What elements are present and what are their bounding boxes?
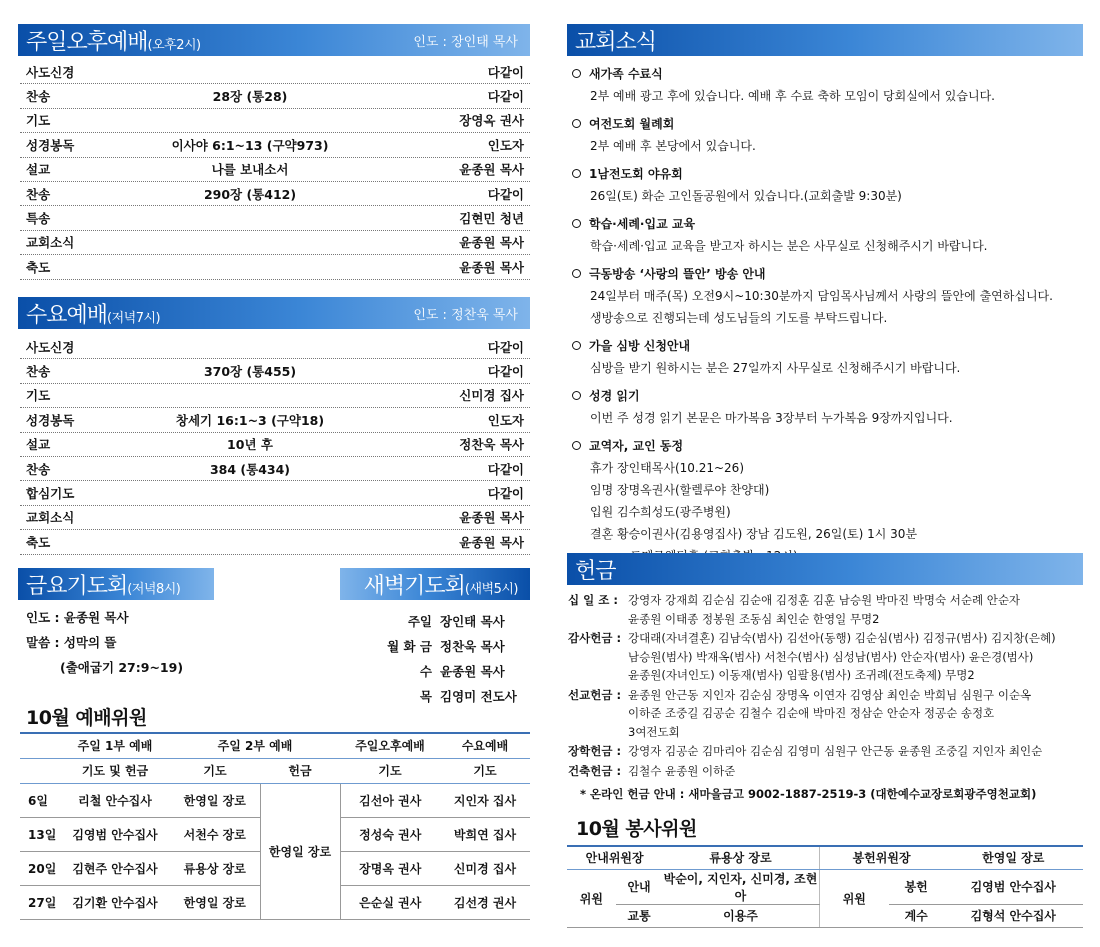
order-content: 384 (통434) [209, 461, 291, 477]
roster-pm: 장명옥 권사 [340, 851, 440, 885]
guide-members: 박순이, 지인자, 신미경, 조현아 [662, 869, 819, 904]
order-person: 윤종원 목사 [459, 534, 524, 550]
roster-p1: 김기환 안수집사 [60, 885, 170, 919]
order-item: 사도신경 [26, 339, 75, 355]
order-row [20, 481, 530, 505]
order-person: 장영옥 권사 [459, 113, 524, 129]
dawn-person: 윤종원 목사 [440, 663, 505, 679]
roster-head-4: 수요예배 [440, 733, 530, 758]
order-content: 290장 (통412) [203, 186, 297, 202]
roster-p2: 한영일 장로 [170, 885, 260, 919]
news-head [570, 112, 1085, 134]
order-item: 설교 [26, 437, 51, 453]
order-row [20, 408, 530, 432]
order-item: 설교 [26, 162, 51, 178]
news-item [570, 162, 1085, 206]
roster-sub-5: 기도 [440, 758, 530, 783]
order-row [20, 158, 530, 182]
order-content: 10년 후 [227, 437, 273, 453]
count-member: 김형석 안수집사 [944, 904, 1084, 927]
news-head-text: 학습·세례·입교 교육 [589, 216, 696, 231]
news-head-text: 교역자, 교인 동정 [589, 438, 684, 453]
circle-bullet-icon [572, 269, 581, 278]
dawn-schedule [360, 608, 525, 708]
circle-bullet-icon [572, 391, 581, 400]
order-row [20, 231, 530, 255]
sunday-pm-banner [18, 24, 530, 56]
offering-group [568, 686, 1093, 742]
offering-line: 윤종원 안근동 지인자 김순심 장명옥 이연자 김영삼 최인순 박희님 심원구 이순옥 [628, 687, 1032, 702]
news-line: 24일부터 매주(목) 오전9시~10:30분까지 담임목사님께서 사랑의 뜰안에 출연하십니다. [590, 288, 1053, 303]
dawn-day: 목 [419, 688, 432, 704]
order-item: 찬송 [26, 186, 51, 202]
guide-chief-label: 안내위원장 [567, 846, 662, 869]
offering-names [628, 686, 1031, 742]
order-row [20, 359, 530, 383]
news-line: 학습·세례·입교 교육을 받고자 하시는 분은 사무실로 신청해주시기 바랍니다. [590, 238, 988, 253]
order-person: 다같이 [487, 89, 524, 105]
wednesday-order [20, 335, 530, 555]
dawn-row [360, 658, 525, 683]
friday-title: 금요기도회(저녁8시) [26, 573, 181, 599]
offering-line: 강영자 강재희 김순심 김순애 김정훈 김훈 남승원 박마진 박명숙 서순례 안순자 [628, 593, 1021, 608]
offering-label: 선교헌금 : [568, 687, 622, 702]
circle-bullet-icon [572, 219, 581, 228]
roster-shared-offering: 한영일 장로 [260, 783, 340, 919]
news-line: 심방을 받기 원하시는 분은 27일까지 사무실로 신청해주시기 바랍니다. [590, 360, 961, 375]
circle-bullet-icon [572, 119, 581, 128]
news-item [570, 112, 1085, 156]
news-head-text: 성경 읽기 [589, 388, 640, 403]
offer-chief-label: 봉헌위원장 [819, 846, 943, 869]
offering-names [628, 742, 1042, 761]
wednesday-leader: 인도 : 정찬욱 목사 [413, 307, 518, 323]
friday-leader: 인도 : 윤종원 목사 [26, 610, 129, 625]
offering-line: 이하준 조중길 김공순 김철수 김순애 박마진 정삼순 안순자 정공순 송정호 [628, 706, 995, 721]
table-row [20, 783, 530, 817]
sunday-pm-order [20, 60, 530, 280]
news-banner [567, 24, 1083, 56]
news-item [570, 262, 1085, 328]
dawn-person: 김영미 전도사 [440, 688, 517, 704]
traffic-label: 교통 [616, 904, 662, 927]
roster-sub-4: 기도 [340, 758, 440, 783]
roster-date: 27일 [20, 885, 60, 919]
roster-title: 10월 예배위원 [26, 707, 147, 729]
news-head [570, 262, 1085, 284]
circle-bullet-icon [572, 169, 581, 178]
offering-line: 강대래(자녀결혼) 김남숙(범사) 김선아(동행) 김순심(범사) 김정규(범사) 김지창(은혜) [628, 631, 1056, 646]
order-person: 다같이 [487, 486, 524, 502]
offering-line: 남승원(범사) 박재옥(범사) 서천수(범사) 심성남(범사) 안순자(범사) 윤은경(범사) [628, 649, 1034, 664]
wednesday-banner [18, 297, 530, 329]
order-item: 기도 [26, 388, 51, 404]
roster-p2: 류용상 장로 [170, 851, 260, 885]
news-line: 26일(토) 화순 고인돌공원에서 있습니다.(교회출발 9:30분) [590, 188, 902, 203]
order-item: 축도 [26, 259, 51, 275]
offering-names [628, 591, 1020, 628]
order-row [20, 457, 530, 481]
order-content: 이사야 6:1~13 (구약973) [171, 137, 329, 153]
order-item: 찬송 [26, 89, 51, 105]
news-head [570, 334, 1085, 356]
roster-wed: 박희연 집사 [440, 817, 530, 851]
news-line: 휴가 장인태목사(10.21~26) [590, 460, 745, 475]
news-head-text: 가을 심방 신청안내 [589, 338, 691, 353]
order-item: 기도 [26, 113, 51, 129]
news-head-text: 극동방송 ‘사랑의 뜰안’ 방송 안내 [589, 266, 766, 281]
circle-bullet-icon [572, 341, 581, 350]
order-item: 성경봉독 [26, 412, 75, 428]
roster-wed: 지인자 집사 [440, 783, 530, 817]
news-head [570, 62, 1085, 84]
offer-label: 봉헌 [889, 869, 944, 904]
order-person: 윤종원 목사 [459, 162, 524, 178]
order-row [20, 206, 530, 230]
roster-pm: 김선아 권사 [340, 783, 440, 817]
offering-names [628, 762, 735, 781]
roster-p2: 서천수 장로 [170, 817, 260, 851]
dawn-row [360, 633, 525, 658]
roster-p2: 한영일 장로 [170, 783, 260, 817]
order-row [20, 384, 530, 408]
offering-group [568, 762, 1093, 781]
news-head [570, 434, 1085, 456]
roster-date: 6일 [20, 783, 60, 817]
offering-group [568, 591, 1093, 628]
offering-label: 십 일 조 : [568, 593, 618, 608]
offer-chief: 한영일 장로 [944, 846, 1084, 869]
news-head-text: 여전도회 월례회 [589, 116, 675, 131]
news-item [570, 62, 1085, 106]
order-item: 교회소식 [26, 510, 75, 526]
news-list [570, 62, 1085, 572]
roster-wed: 김선경 권사 [440, 885, 530, 919]
circle-bullet-icon [572, 69, 581, 78]
roster-date: 20일 [20, 851, 60, 885]
news-line: 이번 주 성경 읽기 본문은 마가복음 3장부터 누가복음 9장까지입니다. [590, 410, 953, 425]
friday-sermon: 말씀 : 성막의 뜰 [26, 635, 117, 650]
order-item: 합심기도 [26, 486, 75, 502]
news-title: 교회소식 [575, 29, 657, 55]
order-row [20, 133, 530, 157]
offering-line: 윤종원 이태종 정봉원 조동심 최인순 한영일 무명2 [628, 611, 880, 626]
roster-p1: 리철 안수집사 [60, 783, 170, 817]
wednesday-title: 수요예배(저녁7시) [26, 302, 161, 328]
news-line: 2부 예배 후 본당에서 있습니다. [590, 138, 756, 153]
order-item: 축도 [26, 534, 51, 550]
order-person: 정찬욱 목사 [459, 437, 524, 453]
order-person: 다같이 [487, 339, 524, 355]
order-person: 윤종원 목사 [459, 259, 524, 275]
roster-p1: 김영범 안수집사 [60, 817, 170, 851]
roster-sub-1: 기도 및 헌금 [60, 758, 170, 783]
order-person: 인도자 [487, 137, 524, 153]
order-row [20, 60, 530, 84]
service-table [567, 845, 1083, 928]
offering-group [568, 629, 1093, 685]
order-content: 28장 (통28) [212, 89, 288, 105]
traffic-member: 이용주 [662, 904, 819, 927]
news-head [570, 162, 1085, 184]
order-person: 신미경 집사 [459, 388, 524, 404]
order-item: 찬송 [26, 364, 51, 380]
dawn-person: 정찬욱 목사 [440, 638, 505, 654]
friday-scripture: (출애굽기 27:9~19) [60, 660, 184, 675]
service-title: 10월 봉사위원 [576, 818, 697, 840]
offering-line: 3여전도회 [628, 724, 680, 739]
order-person: 인도자 [487, 412, 524, 428]
order-item: 교회소식 [26, 235, 75, 251]
guide-label: 안내 [616, 869, 662, 904]
friday-banner [18, 568, 214, 600]
news-line: 생방송으로 진행되는데 성도님들의 기도를 부탁드립니다. [590, 310, 888, 325]
news-line: 결혼 황승이권사(김용영집사) 장남 김도원, 26일(토) 1시 30분 [590, 526, 918, 541]
order-content: 370장 (통455) [203, 364, 297, 380]
guide-chief: 류용상 장로 [662, 846, 819, 869]
offering-line: 강영자 김공순 김마리아 김순심 김영미 심원구 안근동 윤종원 조중길 지인자 최인순 [628, 744, 1043, 759]
member-label-left: 위원 [567, 869, 616, 927]
roster-wed: 신미경 집사 [440, 851, 530, 885]
offering-label: 장학헌금 : [568, 744, 622, 759]
order-item: 성경봉독 [26, 137, 75, 153]
offering-label: 건축헌금 : [568, 763, 622, 778]
news-head [570, 384, 1085, 406]
count-label: 계수 [889, 904, 944, 927]
order-person: 김현민 청년 [459, 211, 524, 227]
offering-line: 김철수 윤종원 이하준 [628, 763, 736, 778]
order-row [20, 109, 530, 133]
order-row [20, 335, 530, 359]
order-row [20, 433, 530, 457]
order-person: 다같이 [487, 461, 524, 477]
dawn-day: 주일 [407, 613, 432, 629]
order-item: 특송 [26, 211, 51, 227]
order-person: 윤종원 목사 [459, 235, 524, 251]
dawn-row [360, 683, 525, 708]
order-person: 다같이 [487, 364, 524, 380]
offering-names [628, 629, 1056, 685]
circle-bullet-icon [572, 441, 581, 450]
order-person: 다같이 [487, 186, 524, 202]
roster-head-2: 주일 2부 예배 [170, 733, 340, 758]
order-item: 사도신경 [26, 64, 75, 80]
order-content: 창세기 16:1~3 (구약18) [175, 412, 325, 428]
news-head-text: 1남전도회 야유회 [589, 166, 683, 181]
offer-member: 김영범 안수집사 [944, 869, 1084, 904]
roster-pm: 은순실 권사 [340, 885, 440, 919]
order-row [20, 506, 530, 530]
news-item [570, 212, 1085, 256]
dawn-banner [340, 568, 530, 600]
dawn-row [360, 608, 525, 633]
roster-p1: 김현주 안수집사 [60, 851, 170, 885]
news-item [570, 384, 1085, 428]
roster-head-1: 주일 1부 예배 [60, 733, 170, 758]
news-head-text: 새가족 수료식 [589, 66, 663, 81]
order-person: 윤종원 목사 [459, 510, 524, 526]
order-row [20, 255, 530, 279]
news-line: 임명 장명옥권사(할렐루야 찬양대) [590, 482, 770, 497]
order-content: 나를 보내소서 [211, 162, 289, 178]
news-item [570, 334, 1085, 378]
roster-head-3: 주일오후예배 [340, 733, 440, 758]
roster-sub-2: 기도 [170, 758, 260, 783]
roster-table [20, 732, 530, 920]
offering-label: 감사헌금 : [568, 631, 622, 646]
order-row [20, 182, 530, 206]
dawn-day: 수 [419, 663, 432, 679]
order-row [20, 530, 530, 554]
dawn-person: 장인태 목사 [440, 613, 505, 629]
order-item: 찬송 [26, 461, 51, 477]
offering-list [568, 591, 1093, 781]
dawn-day: 월 화 금 [387, 638, 432, 654]
offering-line: 윤종원(자녀인도) 이동재(범사) 임팔용(범사) 조귀례(전도축제) 무명2 [628, 668, 975, 683]
news-line: 입원 김수희성도(광주병원) [590, 504, 731, 519]
offering-banner [567, 553, 1083, 585]
offering-group [568, 742, 1093, 761]
online-offering: * 온라인 헌금 안내 : 새마을금고 9002-1887-2519-3 (대한예수교장로회광주영천교회) [580, 787, 1037, 801]
news-head [570, 212, 1085, 234]
news-item [570, 434, 1085, 566]
sunday-pm-title: 주일오후예배(오후2시) [26, 29, 201, 55]
roster-pm: 정성숙 권사 [340, 817, 440, 851]
news-line: 2부 예배 광고 후에 있습니다. 예배 후 수료 축하 모임이 당회실에서 있습니다. [590, 88, 995, 103]
order-row [20, 84, 530, 108]
roster-sub-3: 헌금 [260, 758, 340, 783]
sunday-pm-leader: 인도 : 장인태 목사 [413, 34, 518, 50]
roster-date: 13일 [20, 817, 60, 851]
dawn-title: 새벽기도회(새벽5시) [363, 573, 518, 599]
offering-title: 헌금 [575, 558, 616, 584]
order-person: 다같이 [487, 64, 524, 80]
member-label-right: 위원 [819, 869, 889, 927]
